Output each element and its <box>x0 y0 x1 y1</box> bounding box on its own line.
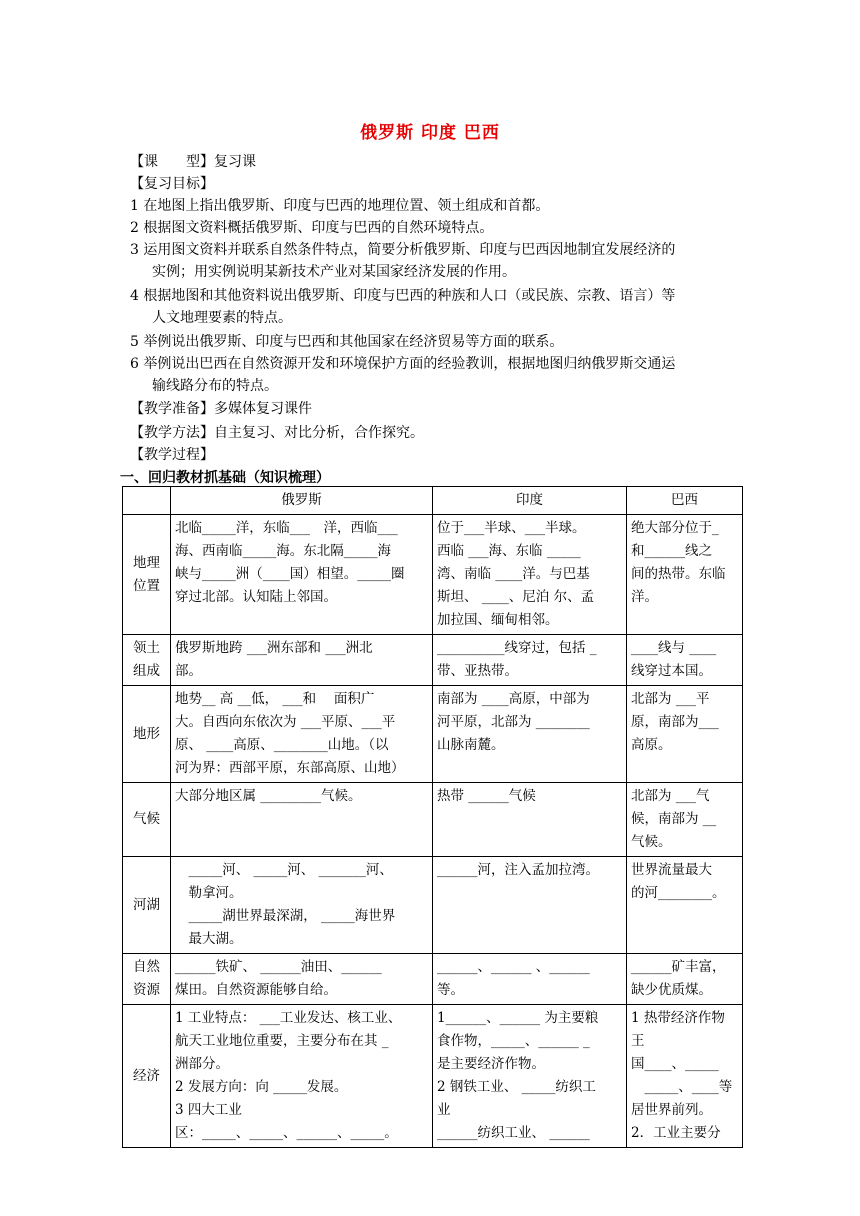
header-india: 印度 <box>433 487 627 515</box>
cell-india: 1______、______ 为主要粮 食作物，_____、______ _ 是主要经济作物。 2 钢铁工业、 _____纺织工 业 ______纺织工业、 ______ <box>433 1005 627 1148</box>
cell-brazil: ______矿丰富， 缺少优质煤。 <box>627 954 743 1005</box>
objective-6-cont: 输线路分布的特点。 <box>152 378 278 394</box>
cell-russia: 1 工业特点： ___工业发达、核工业、 航天工业地位重要，主要分布在其 _ 洲部分。 2 发展方向：向 _____发展。 3 四大工业 区：_____、_____、______、_____。 <box>171 1005 433 1148</box>
table-row <box>123 857 743 954</box>
row-label: 地理 位置 <box>123 515 171 635</box>
cell-brazil: 世界流量最大 的河________。 <box>627 857 743 954</box>
objective-1: 1 在地图上指出俄罗斯、印度与巴西的地理位置、领土组成和首都。 <box>130 198 550 214</box>
table-header-row <box>123 487 743 515</box>
cell-russia: 地势__ 高 __低， ___和 面积广 大。自西向东依次为 ___平原、___平 原、 ____高原、________山地。（以 河为界：西部平原，东部高原、山地） <box>171 686 433 783</box>
cell-india: 位于___半球、___半球。 西临 ___海、东临 _____ 湾、南临 ____洋。与巴基 斯坦、 ____、尼泊 尔、孟 加拉国、缅甸相邻。 <box>433 515 627 635</box>
header-russia: 俄罗斯 <box>171 487 433 515</box>
row-label: 气候 <box>123 783 171 857</box>
row-label: 领土 组成 <box>123 635 171 686</box>
cell-russia: _____河、 _____河、 _______河、 勒拿河。 _____湖世界最深湖， _____海世界 最大湖。 <box>171 857 433 954</box>
cell-india: 热带 ______气候 <box>433 783 627 857</box>
cell-brazil: 北部为 ___气 候，南部为 __ 气候。 <box>627 783 743 857</box>
objective-6: 6 举例说出巴西在自然资源开发和环境保护方面的经验教训，根据地图归纳俄罗斯交通运 <box>130 356 676 372</box>
objective-5: 5 举例说出俄罗斯、印度与巴西和其他国家在经济贸易等方面的联系。 <box>130 334 564 350</box>
teaching-method: 【教学方法】自主复习、对比分析，合作探究。 <box>130 425 424 441</box>
table-row <box>123 686 743 783</box>
comparison-table <box>122 486 743 1148</box>
teaching-process: 【教学过程】 <box>130 447 214 463</box>
table-row <box>123 783 743 857</box>
objective-3: 3 运用图文资料并联系自然条件特点，简要分析俄罗斯、印度与巴西因地制宜发展经济的 <box>130 242 676 258</box>
teaching-prep: 【教学准备】多媒体复习课件 <box>130 401 312 417</box>
objective-4-cont: 人文地理要素的特点。 <box>152 310 292 326</box>
objective-3-cont: 实例；用实例说明某新技术产业对某国家经济发展的作用。 <box>152 264 516 280</box>
cell-russia: 北临_____洋，东临___ 洋，西临___ 海、西南临_____海。东北隔_____海 峡与_____洲（____国）相望。_____圈 穿过北部。认知陆上邻国。 <box>171 515 433 635</box>
header-brazil: 巴西 <box>627 487 743 515</box>
objective-4: 4 根据地图和其他资料说出俄罗斯、印度与巴西的种族和人口（或民族、宗教、语言）等 <box>130 288 676 304</box>
cell-russia: 大部分地区属 _________气候。 <box>171 783 433 857</box>
page-title: 俄罗斯 印度 巴西 <box>360 123 500 143</box>
cell-brazil: 北部为 ___平 原，南部为___ 高原。 <box>627 686 743 783</box>
cell-russia: 俄罗斯地跨 ___洲东部和 ___洲北 部。 <box>171 635 433 686</box>
cell-india: __________线穿过，包括 _ 带、亚热带。 <box>433 635 627 686</box>
cell-russia: ______铁矿、 ______油田、______ 煤田。自然资源能够自给。 <box>171 954 433 1005</box>
objective-2: 2 根据图文资料概括俄罗斯、印度与巴西的自然环境特点。 <box>130 220 494 236</box>
table-row <box>123 1005 743 1148</box>
cell-india: ______、______ 、______ 等。 <box>433 954 627 1005</box>
row-label: 河湖 <box>123 857 171 954</box>
objectives-heading: 【复习目标】 <box>130 176 214 192</box>
section-title: 一、回归教材抓基础（知识梳理） <box>120 470 330 486</box>
table-row <box>123 954 743 1005</box>
header-blank <box>123 487 171 515</box>
cell-india: 南部为 ____高原，中部为 河平原，北部为 ________ 山脉南麓。 <box>433 686 627 783</box>
table-row <box>123 635 743 686</box>
lesson-type-line: 【课 型】复习课 <box>130 154 256 170</box>
cell-brazil: ____线与 ____ 线穿过本国。 <box>627 635 743 686</box>
row-label: 地形 <box>123 686 171 783</box>
table-row <box>123 515 743 635</box>
cell-brazil: 绝大部分位于_ 和______线之 间的热带。东临 洋。 <box>627 515 743 635</box>
cell-india: ______河，注入孟加拉湾。 <box>433 857 627 954</box>
cell-brazil: 1 热带经济作物 王 国____、_____ _____、____等 居世界前列。 2．工业主要分 <box>627 1005 743 1148</box>
row-label: 经济 <box>123 1005 171 1148</box>
row-label: 自然 资源 <box>123 954 171 1005</box>
